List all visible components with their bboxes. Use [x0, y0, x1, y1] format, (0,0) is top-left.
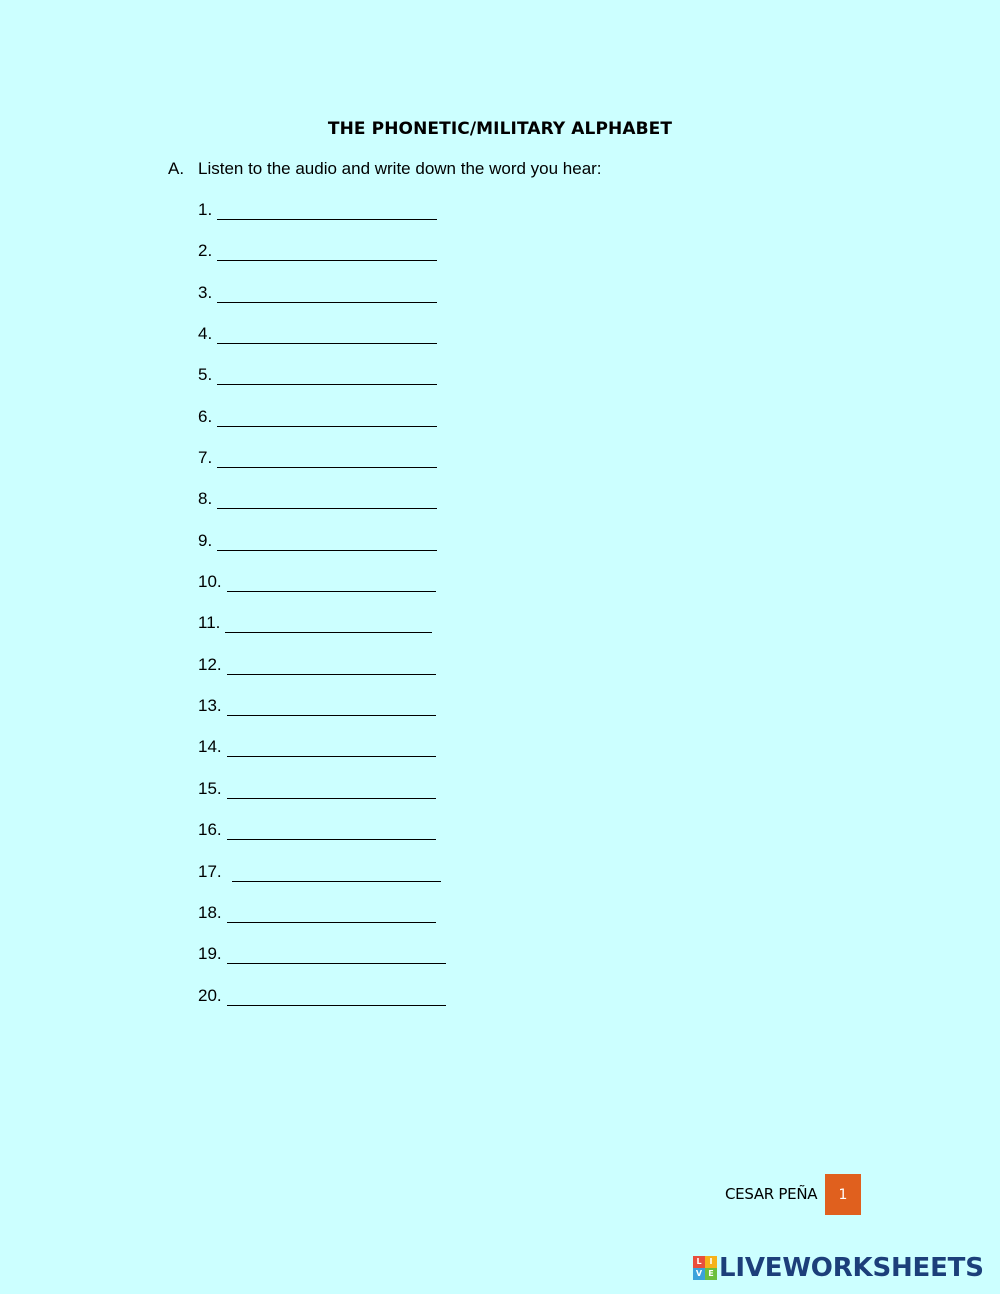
answer-blank[interactable]: [227, 922, 436, 923]
answer-blank[interactable]: [217, 343, 437, 344]
answer-number: 1.: [198, 200, 213, 219]
answer-row: [198, 241, 446, 282]
answer-number: 16.: [198, 820, 222, 840]
answer-row: [198, 200, 446, 241]
instruction: [168, 159, 602, 179]
answer-row: [198, 407, 446, 448]
answer-blank[interactable]: [232, 881, 441, 882]
answer-row: [198, 613, 446, 654]
page-title: THE PHONETIC/MILITARY ALPHABET: [327, 119, 673, 139]
logo-letter: V: [693, 1268, 705, 1280]
answer-row: [198, 820, 446, 861]
answer-blank[interactable]: [217, 302, 437, 303]
answer-row: [198, 696, 446, 737]
answer-number: 13.: [198, 696, 222, 716]
answer-number: 9.: [198, 530, 213, 550]
answer-row: [198, 448, 446, 489]
page-number-badge: [825, 1174, 861, 1215]
instruction-marker: A.: [168, 159, 185, 178]
answer-number: 4.: [198, 324, 213, 344]
liveworksheets-brand[interactable]: [693, 1253, 984, 1283]
answer-number: 11.: [198, 613, 221, 633]
answer-row: [198, 737, 446, 778]
answer-blank[interactable]: [227, 756, 436, 757]
answer-row: [198, 283, 446, 324]
answer-blank[interactable]: [217, 219, 437, 220]
answer-blank[interactable]: [227, 715, 436, 716]
answer-row: [198, 655, 446, 696]
answer-blank[interactable]: [217, 384, 437, 385]
footer-author: CESAR PEÑA: [725, 1185, 818, 1203]
answer-blank[interactable]: [217, 426, 437, 427]
answer-blank[interactable]: [227, 1005, 446, 1006]
answer-number: 20.: [198, 985, 222, 1005]
answer-blank[interactable]: [227, 591, 436, 592]
answer-row: [198, 779, 446, 820]
answer-blank[interactable]: [227, 839, 436, 840]
answer-row: [198, 572, 446, 613]
answer-number: 14.: [198, 737, 222, 757]
answer-number: 5.: [198, 365, 213, 385]
page-number: 1: [838, 1186, 848, 1203]
logo-letter: I: [705, 1256, 717, 1268]
liveworksheets-logo-icon: [693, 1256, 717, 1280]
answer-number: 7.: [198, 448, 213, 468]
answer-number: 15.: [198, 778, 222, 798]
answer-row: [198, 324, 446, 365]
answer-number: 10.: [198, 572, 222, 592]
answer-blank[interactable]: [217, 467, 437, 468]
answer-blank[interactable]: [217, 550, 437, 551]
answer-blank[interactable]: [225, 632, 432, 633]
answer-number: 19.: [198, 944, 222, 964]
brand-name: LIVEWORKSHEETS: [719, 1253, 984, 1283]
answer-blank[interactable]: [227, 798, 436, 799]
answer-blank[interactable]: [227, 963, 446, 964]
answer-blank[interactable]: [217, 508, 437, 509]
answer-row: [198, 944, 446, 985]
instruction-text: Listen to the audio and write down the word you hear:: [198, 159, 602, 178]
logo-letter: E: [705, 1268, 717, 1280]
answer-blank[interactable]: [227, 674, 436, 675]
answer-number: 2.: [198, 241, 213, 261]
answer-row: [198, 986, 446, 1027]
answer-number: 17.: [198, 861, 222, 881]
answer-row: [198, 531, 446, 572]
logo-letter: L: [693, 1256, 705, 1268]
answer-row: [198, 489, 446, 530]
answer-number: 12.: [198, 654, 222, 674]
answer-row: [198, 365, 446, 406]
answer-number: 6.: [198, 406, 213, 426]
answer-list: [198, 200, 446, 1027]
answer-number: 18.: [198, 902, 222, 922]
answer-row: [198, 862, 446, 903]
answer-number: 3.: [198, 282, 213, 302]
answer-number: 8.: [198, 489, 213, 509]
answer-blank[interactable]: [217, 260, 437, 261]
answer-row: [198, 903, 446, 944]
